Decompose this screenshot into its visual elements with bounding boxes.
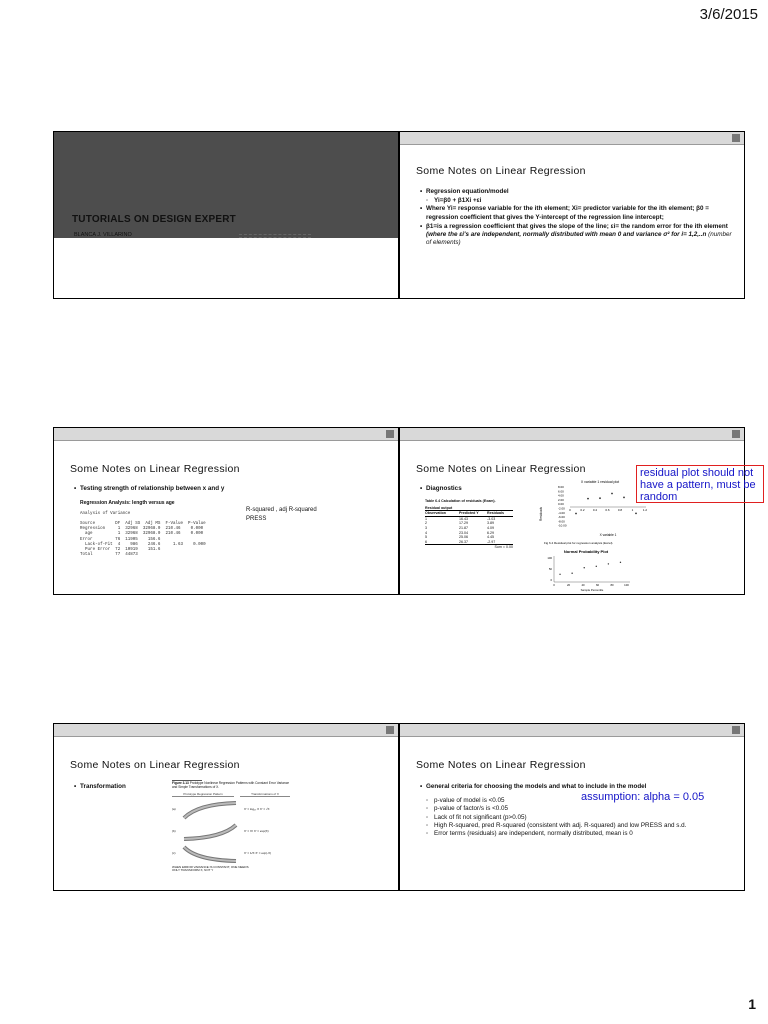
bullet-item: • Testing strength of relationship between x and y [74,485,384,493]
residual-plot [538,478,650,550]
header-date: 3/6/2015 [699,6,758,23]
npp-point [596,566,597,567]
table-cell: 4 [425,530,427,535]
figure-note: WHEN ERROR VARIANCE IS CONSTANT, ONE NEEDS ONLY TRANSFORM X, NOT Y [172,864,249,873]
residual-plot-xtick-label: 0.6 [605,508,610,512]
slide-topbar [54,428,398,441]
table-cell: 3.89 [487,521,494,526]
figure-title: Prototype Nonlinear Regression Patterns with Constant Error Variance and Simple Transformations of X. [172,781,290,789]
slide-regression-anova [53,427,399,595]
anova-row: Regression 1 32968 32968.0 210.46 0.000 [80,527,204,532]
residual-plot-xtick-label: 1 [631,508,634,512]
decorative-divider [239,234,311,238]
table-body [425,517,513,545]
table-cell: 4.45 [487,535,494,540]
npp-point [584,567,585,568]
bullet-list [420,188,736,248]
npp-title: Normal Probability Plot [563,549,609,554]
presentation-title: TUTORIALS ON DESIGN EXPERT [72,214,236,225]
slide-topbar [400,132,744,145]
residual-plot-yticks [558,485,567,528]
table-cell: 16.43 [459,516,468,521]
transform-formula: X' = X² X' = exp(X) [244,828,269,833]
residual-plot-point [575,513,577,515]
residual-plot-xlabel: X variable 1 [599,533,617,537]
transformation-figure [172,780,292,882]
npp-xlabel: Sample Percentile [580,588,604,592]
pattern-label: (c) [172,850,176,855]
npp-xtick-label: 60 [595,583,600,587]
residual-plot-xtick-label: 0.8 [617,508,623,512]
page-number: 1 [748,996,756,1012]
npp-ytick-label: 50 [548,567,552,571]
pattern-curve [182,800,238,820]
npp-xtick-label: 20 [566,583,571,587]
note-rsquared: R-squared , adj R-squared [246,507,317,513]
anova-table [80,522,206,558]
table-cell: 26.37 [459,539,468,544]
table-cell: 5 [425,535,427,540]
residual-annotation: residual plot should not have a pattern, must be random [636,465,764,503]
pattern-curve [182,822,238,842]
anova-row: Pure Error 72 10919 151.6 [80,548,161,553]
slide-title-text: Some Notes on Linear Regression [70,463,240,475]
column-header: Observation [425,511,446,516]
slide-title [53,131,399,299]
author-name: BLANCA J. VILLARINO [74,232,132,238]
bullet-item: • Diagnostics [420,485,730,493]
residual-plot-ylabel: Residuals [539,507,543,521]
pattern-row [172,800,292,820]
residual-plot-xtick-label: 0.2 [580,508,585,512]
bullet-list [74,783,174,792]
residual-plot-ytick-label: -8.00 [558,519,565,524]
table-cell: 17.29 [459,521,468,526]
anova-row: age 1 32968 32968.0 210.46 0.000 [80,532,204,537]
npp-ytick-label: 100 [547,556,552,560]
residual-plot-ytick-label: 2.00 [558,497,564,502]
slide-regression-model [399,131,745,299]
residual-plot-xtick-label: 1.2 [642,508,648,512]
residual-plot-xtick-label: 0 [569,508,571,512]
table-cell: -3.03 [487,516,496,521]
anova-row: Lack-of-Fit 4 986 246.6 1.63 0.000 [80,542,206,547]
column-header: Prototype Regression Pattern [172,792,234,797]
bullet-subitem: ◦ p-value of factor/s is <0.05 [420,805,710,813]
bullet-subitem: ◦ Error terms (residuals) are independent, normally distributed, mean is 0 [420,830,710,838]
anova-table-subtitle: Analysis of Variance [80,512,131,516]
npp-point [620,562,621,563]
bullet-text: β1=is a regression coefficient that gives the slope of the line; εi= the random error for the ith element [426,222,728,230]
corner-square-icon [732,430,740,438]
bullet-item [420,223,736,248]
column-header: Transformations of X [240,792,290,797]
bullet-subitem: ◦ p-value of model is <0.05 [420,797,710,805]
table-cell: -2.97 [487,539,496,544]
bullet-list [74,485,384,494]
bullet-subitem: ◦ Yi=β0 + β1Xi +εi [420,197,736,205]
slide-title-text: Some Notes on Linear Regression [70,759,240,771]
table-caption: Table 6.4 Calculation of residuals (Exam). [425,499,496,503]
residual-plot-ytick-label: 6.00 [558,489,564,494]
npp-xticks [553,583,629,587]
slide-transformation [53,723,399,891]
residual-plot-point [623,497,625,499]
bullet-italic-text: (where the εi's are independent, normally distributed with mean 0 and variance σ² for i= 1,2,..n [426,231,707,239]
corner-square-icon [386,726,394,734]
npp-yticks [547,556,552,582]
residual-table [425,499,513,550]
residual-plot-ytick-label: 4.00 [558,493,564,498]
table-cell: 1 [425,516,427,521]
slide-topbar [400,428,744,441]
pattern-curve [182,844,238,864]
bullet-item: • Regression equation/model [420,188,736,196]
bullet-subitem: ◦ Lack of fit not significant (p>0.05) [420,814,710,822]
residual-plot-point [635,512,637,514]
residual-plot-point [599,497,601,499]
table-cell: 4.09 [487,525,494,530]
slide-title-text: Some Notes on Linear Regression [416,463,586,475]
table-row [425,540,513,545]
residual-plot-ytick-label: -6.00 [558,515,565,520]
slide-diagnostics [399,427,745,595]
table-header: Residual output [425,506,513,512]
residual-plot-title: X variable 1 residual plot [580,480,620,484]
alpha-annotation: assumption: alpha = 0.05 [581,791,705,803]
figure-caption: Fig 6.4 Residual plot for regression analysis (Excel). [544,541,614,545]
residual-plot-xtick-label: 0.4 [592,508,598,512]
residual-plot-point [587,498,589,500]
normal-probability-plot [540,548,632,592]
figure-header [172,782,292,790]
slide-topbar [400,724,744,737]
npp-xtick-label: 40 [581,583,585,587]
bullet-item: • General criteria for choosing the models and what to include in the model [420,783,710,791]
bullet-italic-text: (number of elements) [426,231,732,247]
transform-formula: X' = log₁₀ X X' = √X [244,806,270,811]
pattern-label: (a) [172,806,176,811]
residual-plot-ytick-label: -2.00 [558,506,565,511]
column-header: Residuals [487,511,504,516]
npp-xtick-label: 100 [624,583,629,587]
pattern-label: (b) [172,828,176,833]
corner-square-icon [732,134,740,142]
npp-ytick-label: 0 [550,578,552,582]
npp-point [571,573,572,574]
slide-title-text: Some Notes on Linear Regression [416,759,586,771]
slide-model-criteria [399,723,745,891]
anova-row: Source DF Adj SS Adj MS F-Value P-Value [80,522,206,526]
npp-point [559,574,560,575]
npp-xtick-label: 80 [610,583,614,587]
note-press: PRESS [246,516,267,522]
anova-table-title: Regression Analysis: length versus age [80,500,175,506]
residual-plot-point [611,493,613,495]
slide-topbar [54,724,398,737]
table-cell: 25.06 [459,535,468,540]
figure-number: Figure 3.13 [172,781,189,785]
table-cell: 23.04 [459,530,468,535]
table-cell: 3 [425,525,427,530]
pattern-row [172,822,292,842]
corner-square-icon [732,726,740,734]
anova-row: Error 76 11905 156.6 [80,537,161,542]
residual-plot-ytick-label: 8.00 [558,485,564,489]
bullet-item: • Transformation [74,783,174,791]
table-sum: Sum = 0.00 [425,544,513,550]
bullet-subitem: ◦ High R-squared, pred R-squared (consistent with adj. R-squared) and low PRESS and s.d. [420,822,710,830]
bullet-item: • Where Yi= response variable for the ith element; Xi= predictor variable for the ith element; β0 = regression coefficient that gives the Y-intercept of the regression line intercept; [420,205,736,221]
table-cell: 6 [425,539,427,544]
residual-plot-ytick-label: 0.00 [558,502,564,507]
residual-plot-ytick-label: -4.00 [558,510,565,515]
column-header: Predicted Y [459,511,479,516]
transform-formula: X' = 1/X X' = exp(-X) [244,850,272,855]
npp-xtick-label: 0 [553,583,555,587]
table-cell: 6.29 [487,530,494,535]
table-cell: 21.87 [459,525,468,530]
corner-square-icon [386,430,394,438]
residual-plot-xticks [569,508,647,512]
npp-point [608,563,609,564]
pattern-row [172,844,292,864]
anova-row: Total 77 44873 [80,553,138,558]
table-cell: 2 [425,521,427,526]
npp-points [559,562,621,575]
slide-title-text: Some Notes on Linear Regression [416,165,586,177]
figure-column-headers [172,792,292,797]
residual-plot-ytick-label: -10.00 [558,523,567,528]
